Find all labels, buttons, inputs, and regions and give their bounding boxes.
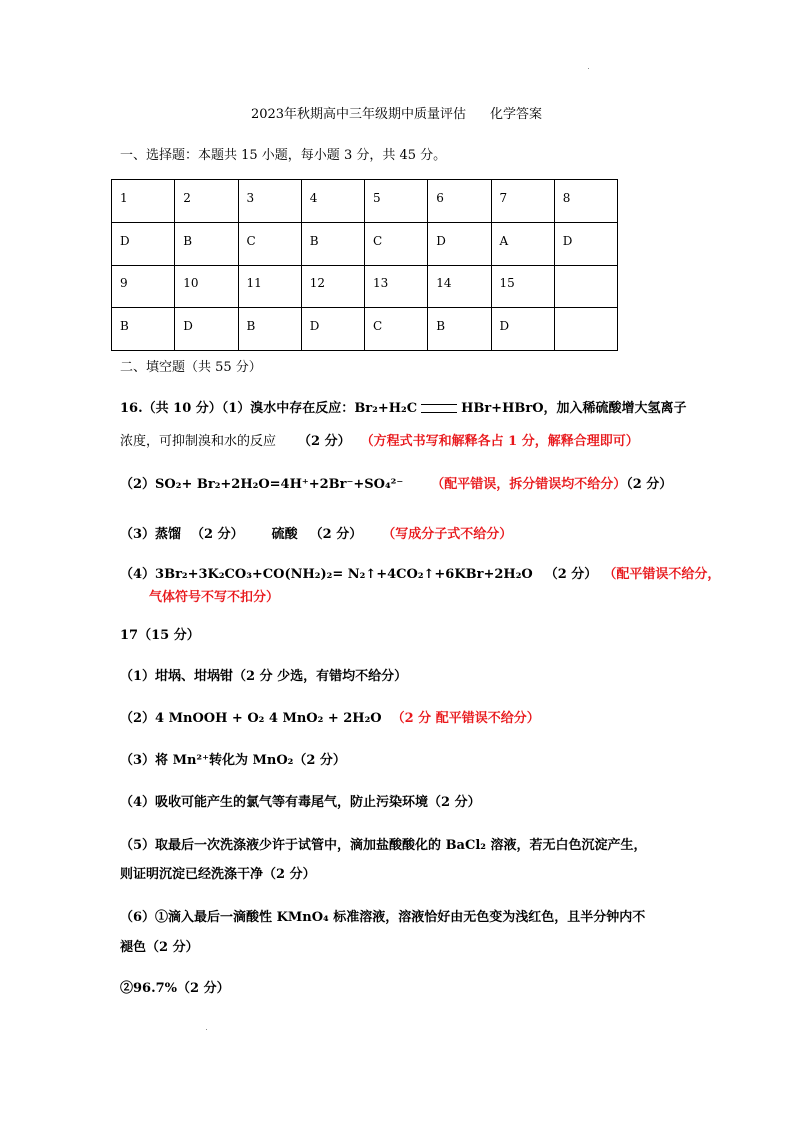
table-cell: B: [175, 222, 238, 265]
q16-cont: 浓度，可抑制溴和水的反应: [120, 434, 277, 449]
q16-line1: [120, 397, 687, 416]
table-cell: D: [428, 222, 491, 265]
exam-title: 2023年秋期高中三年级期中质量评估: [250, 107, 467, 122]
section2-heading: 二、填空题（共 55 分）: [120, 360, 262, 375]
q17-p2-note: （2 分 配平错误不给分）: [391, 711, 540, 726]
table-cell: 6: [428, 180, 491, 223]
q17-p5b: 则证明沉淀已经洗涤干净（2 分）: [120, 867, 316, 882]
q16-p3-a: （3）蒸馏: [120, 527, 182, 542]
q16-p4: [120, 563, 720, 582]
q16-p2-note: （配平错误，拆分错误均不给分）: [431, 477, 627, 492]
table-cell: B: [112, 308, 175, 351]
table-row: [112, 265, 618, 308]
q16-p3-b: 硫酸: [271, 527, 298, 542]
table-cell: D: [554, 222, 617, 265]
table-row: [112, 180, 618, 223]
q17-p2: [120, 707, 540, 726]
answer-table: [111, 179, 618, 351]
q17-p3: （3）将 Mn²⁺转化为 MnO₂（2 分）: [120, 753, 346, 768]
section1-heading: 一、选择题：本题共 15 小题，每小题 3 分，共 45 分。: [120, 148, 447, 163]
table-cell: 3: [238, 180, 301, 223]
q17-p5a: （5）取最后一次洗涤液少许于试管中，滴加盐酸酸化的 BaCl₂ 溶液，若无白色沉淀产生，: [120, 838, 647, 853]
table-cell: 14: [428, 265, 491, 308]
scan-speck: [206, 1029, 207, 1030]
table-cell: B: [238, 308, 301, 351]
scan-speck: [588, 68, 589, 69]
table-cell: D: [491, 308, 554, 351]
q16-p2: [120, 473, 672, 492]
table-cell: C: [238, 222, 301, 265]
q16-head: 16.（共 10 分）（1）溴水中存在反应：: [120, 401, 355, 416]
table-cell: C: [365, 308, 428, 351]
q16-p3-b-score: （2 分）: [309, 527, 363, 542]
q16-line2: [120, 430, 639, 449]
q16-p2-score: （2 分）: [626, 477, 673, 492]
q16-p3: [120, 523, 512, 542]
table-cell: 13: [365, 265, 428, 308]
q17-p2-eq: （2）4 MnOOH + O₂ 4 MnO₂ + 2H₂O: [120, 711, 382, 726]
table-cell: 12: [301, 265, 364, 308]
q17-head: 17（15 分）: [120, 628, 200, 643]
table-cell: 1: [112, 180, 175, 223]
table-cell: 2: [175, 180, 238, 223]
table-cell: 10: [175, 265, 238, 308]
page-title: [0, 103, 793, 122]
q17-p6a: （6）①滴入最后一滴酸性 KMnO₄ 标准溶液，溶液恰好由无色变为浅红色，且半分钟内不: [120, 910, 646, 925]
q17-p6b: 褪色（2 分）: [120, 940, 199, 955]
q16-score: （2 分）: [298, 434, 351, 449]
q16-p3-a-score: （2 分）: [191, 527, 244, 542]
q16-p4-score: （2 分）: [544, 567, 598, 582]
table-cell: A: [491, 222, 554, 265]
table-cell: 15: [491, 265, 554, 308]
table-cell: B: [428, 308, 491, 351]
table-cell: D: [112, 222, 175, 265]
table-cell: 4: [301, 180, 364, 223]
q17-p1: （1）坩埚、坩埚钳（2 分 少选，有错均不给分）: [120, 669, 408, 684]
q17-p6c: ②96.7%（2 分）: [120, 981, 230, 996]
q17-p4: （4）吸收可能产生的氯气等有毒尾气，防止污染环境（2 分）: [120, 795, 481, 810]
table-cell: 9: [112, 265, 175, 308]
equilibrium-arrow-icon: [421, 404, 457, 413]
table-cell: 7: [491, 180, 554, 223]
table-cell: 11: [238, 265, 301, 308]
q16-eq-left: Br₂+H₂C: [354, 401, 418, 416]
q16-note: （方程式书写和解释各占 1 分，解释合理即可）: [360, 434, 639, 449]
table-cell: D: [301, 308, 364, 351]
q16-p3-note: （写成分子式不给分）: [382, 527, 513, 542]
table-row: [112, 222, 618, 265]
table-row: [112, 308, 618, 351]
subject-title: 化学答案: [490, 107, 543, 122]
table-cell: 5: [365, 180, 428, 223]
table-cell: [554, 308, 617, 351]
table-cell: B: [301, 222, 364, 265]
q16-p2-eq: （2）SO₂+ Br₂+2H₂O=4H⁺+2Br⁻+SO₄²⁻: [120, 477, 404, 492]
table-cell: 8: [554, 180, 617, 223]
q16-eq-right: HBr+HBrO，加入稀硫酸增大氢离子: [461, 401, 687, 416]
q16-p4-note1: （配平错误不给分，: [603, 567, 721, 582]
q16-p4-note2: 气体符号不写不扣分）: [149, 590, 280, 605]
table-cell: [554, 265, 617, 308]
table-cell: D: [175, 308, 238, 351]
table-cell: C: [365, 222, 428, 265]
q16-p4-eq: （4）3Br₂+3K₂CO₃+CO(NH₂)₂= N₂↑+4CO₂↑+6KBr+2H₂O: [120, 567, 533, 582]
